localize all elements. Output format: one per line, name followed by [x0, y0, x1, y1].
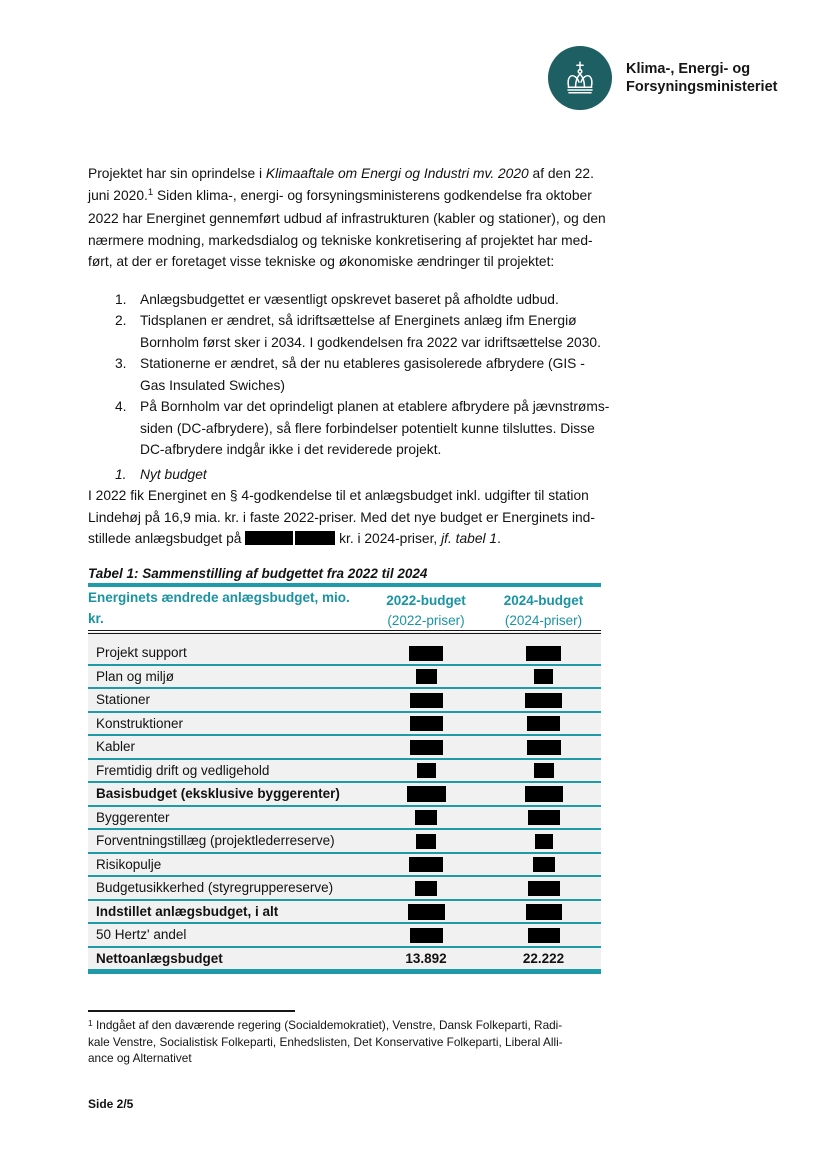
text-line [88, 485, 601, 507]
text-run: Gas Insulated Swiches) [140, 377, 285, 393]
list-item-number: 4. [115, 399, 127, 414]
list-item [88, 396, 610, 461]
cell-2022 [366, 642, 486, 665]
table-row [88, 735, 601, 759]
section-number: 1. [115, 466, 127, 482]
redaction-box [526, 646, 561, 661]
text-line [88, 1050, 601, 1066]
redaction-box [407, 786, 446, 802]
redaction-box [417, 763, 436, 778]
table-row [88, 665, 601, 689]
list-item-text [140, 289, 601, 311]
list-item [88, 310, 601, 353]
text-run: kale Venstre, Socialistisk Folkeparti, Enhedslisten, Det Konservative Folkeparti, Liberal Alli- [88, 1035, 563, 1050]
row-label: Fremtidig drift og vedligehold [88, 759, 366, 783]
row-label: Basisbudget (eksklusive byggerenter) [88, 782, 366, 806]
text-line [140, 310, 601, 332]
cell-2022 [366, 876, 486, 900]
ministry-logo [548, 46, 777, 110]
redaction-box [410, 693, 443, 708]
redaction-box [525, 786, 563, 802]
text-line [140, 375, 601, 397]
text-line [140, 396, 610, 418]
list-item-text [140, 310, 601, 353]
list-item [88, 353, 601, 396]
cell-2022 [366, 853, 486, 877]
section-title: Nyt budget [140, 466, 207, 482]
text-line [88, 1034, 601, 1050]
cell-2024 [486, 688, 601, 712]
text-line [140, 439, 601, 461]
text-run: af den 22. [528, 166, 594, 181]
changes-list [88, 289, 610, 461]
table-row [88, 712, 601, 736]
body-column [88, 163, 610, 1067]
table-title: Tabel 1: Sammenstilling af budgettet fra 2022 til 2024 [88, 565, 428, 581]
cell-2022 [366, 923, 486, 947]
cell-2022 [366, 665, 486, 689]
cell-2024 [486, 923, 601, 947]
table-header-label: Energinets ændrede anlægsbudget, mio. kr. [88, 585, 366, 632]
text-line [140, 418, 601, 440]
text-run: siden (DC-afbrydere), så flere forbindelser potentielt kunne tilsluttes. Disse [140, 420, 595, 436]
list-item-text [140, 396, 610, 461]
text-run: . [497, 531, 501, 546]
header-2022-priser: (2022-priser) [387, 612, 465, 628]
text-line [140, 353, 601, 375]
row-label: Risikopulje [88, 853, 366, 877]
row-label: Projekt support [88, 642, 366, 665]
table-row [88, 900, 601, 924]
table-row [88, 806, 601, 830]
row-label: Plan og miljø [88, 665, 366, 689]
text-line [88, 185, 601, 209]
redaction-box [535, 834, 553, 849]
text-line [88, 1017, 601, 1034]
row-label: Byggerenter [88, 806, 366, 830]
row-label: Stationer [88, 688, 366, 712]
table-header-row [88, 585, 601, 632]
text-line [140, 332, 601, 354]
redaction-box [527, 716, 560, 731]
text-run: Tidsplanen er ændret, så idriftsættelse af Energinets anlæg ifm Energiø [140, 313, 577, 328]
text-run: Indgået af den daværende regering (Socialdemokratiet), Venstre, Dansk Folkeparti, Radi- [92, 1018, 563, 1032]
footnote [88, 1010, 601, 1067]
text-run: Stationerne er ændret, så der nu etableres gasisolerede afbrydere (GIS - [140, 356, 585, 371]
cell-2024 [486, 759, 601, 783]
table-row [88, 829, 601, 853]
budget-table [88, 583, 601, 975]
footnote-rule [88, 1010, 295, 1012]
cell-2022 [366, 829, 486, 853]
row-label: Konstruktioner [88, 712, 366, 736]
cell-2024 [486, 782, 601, 806]
cell-2024: 22.222 [486, 947, 601, 972]
redaction-box [408, 904, 445, 920]
header-2024-budget: 2024-budget [503, 592, 584, 608]
text-run: ance og Alternativet [88, 1051, 192, 1066]
text-line [88, 163, 601, 185]
table-row [88, 853, 601, 877]
cell-2024 [486, 900, 601, 924]
table-row [88, 759, 601, 783]
text-run: Projektet har sin oprindelse i [88, 166, 266, 181]
redaction-box [528, 928, 560, 943]
text-run: 1 [88, 1017, 93, 1028]
table-row [88, 947, 601, 972]
cell-2022 [366, 688, 486, 712]
redaction-box [295, 531, 335, 545]
redaction-box [415, 810, 437, 825]
list-item-number: 3. [115, 356, 127, 371]
redaction-box [533, 857, 555, 872]
cell-2024 [486, 876, 601, 900]
text-line [140, 289, 601, 311]
budget-paragraph [88, 485, 601, 550]
list-item-number: 2. [115, 313, 127, 328]
redaction-box [409, 646, 443, 661]
text-run: Bornholm først sker i 2034. I godkendelsen fra 2022 var idriftsættelse 2030. [140, 334, 601, 350]
logo-circle [548, 46, 612, 110]
crown-icon [558, 56, 602, 100]
text-run: 1 [147, 187, 154, 198]
text-line [88, 208, 606, 230]
row-label: Budgetusikkerhed (styregruppereserve) [88, 876, 366, 900]
redaction-box [410, 716, 443, 731]
ministry-name-line2: Forsyningsministeriet [626, 79, 778, 95]
table-header-2024 [486, 585, 601, 632]
ministry-name-line1: Klima-, Energi- og [626, 60, 751, 77]
header-2024-priser: (2024-priser) [504, 612, 583, 628]
table-row [88, 782, 601, 806]
redaction-box [526, 904, 562, 920]
redaction-box [409, 857, 443, 872]
redaction-box [528, 881, 560, 896]
redaction-box [416, 834, 436, 849]
cell-2022: 13.892 [366, 947, 486, 972]
table-spacer-row [88, 632, 601, 642]
redaction-box [534, 669, 553, 684]
cell-2022 [366, 900, 486, 924]
cell-2024 [486, 735, 601, 759]
text-run: 2022 har Energinet gennemført udbud af infrastrukturen (kabler og stationer), og den [88, 211, 606, 226]
text-run: Siden klima-, energi- og forsyningsministerens godkendelse fra oktober [153, 187, 592, 203]
text-run: På Bornholm var det oprindeligt planen at etablere afbrydere på jævnstrøms- [140, 399, 610, 414]
cell-2024 [486, 853, 601, 877]
redaction-box [410, 740, 443, 755]
intro-paragraph [88, 163, 606, 273]
text-run: nærmere modning, markedsdialog og tekniske konkretisering af projektet har med- [88, 232, 593, 248]
text-line [88, 230, 601, 252]
text-run: jf. tabel 1 [441, 531, 498, 546]
footnote-text [88, 1017, 601, 1067]
text-line [88, 251, 601, 273]
row-label: 50 Hertz' andel [88, 923, 366, 947]
page-number: Side 2/5 [88, 1097, 134, 1111]
table-row [88, 642, 601, 665]
redaction-box [416, 669, 437, 684]
text-run: I 2022 fik Energinet en § 4-godkendelse til et anlægsbudget inkl. udgifter til station [88, 488, 589, 503]
text-run: Anlægsbudgettet er væsentligt opskrevet baseret på afholdte udbud. [140, 291, 559, 307]
text-line [88, 528, 601, 550]
budget-table-block [88, 566, 601, 975]
row-label: Kabler [88, 735, 366, 759]
section-heading [88, 464, 601, 486]
text-run: juni 2020. [88, 187, 148, 203]
text-run: Klimaaftale om Energi og Industri mv. 2020 [265, 166, 529, 181]
table-body [88, 632, 601, 972]
redaction-box [527, 740, 561, 755]
redaction-box [525, 693, 562, 708]
cell-2022 [366, 806, 486, 830]
table-row [88, 688, 601, 712]
row-label: Indstillet anlægsbudget, i alt [88, 900, 366, 924]
cell-2024 [486, 712, 601, 736]
cell-2024 [486, 642, 601, 665]
text-line [88, 507, 601, 529]
text-run: kr. i 2024-priser, [335, 531, 442, 546]
text-run: stillede anlægsbudget på [88, 531, 246, 546]
list-item-number: 1. [115, 291, 127, 307]
cell-2024 [486, 806, 601, 830]
cell-2024 [486, 665, 601, 689]
list-item-text [140, 353, 601, 396]
cell-2022 [366, 735, 486, 759]
cell-2022 [366, 782, 486, 806]
redaction-box [410, 928, 443, 943]
table-row [88, 923, 601, 947]
redaction-box [245, 531, 293, 545]
redaction-box [534, 763, 554, 778]
row-label: Nettoanlægsbudget [88, 947, 366, 972]
cell-2024 [486, 829, 601, 853]
header-2022-budget: 2022-budget [386, 592, 466, 608]
row-label: Forventningstillæg (projektlederreserve) [88, 829, 366, 853]
table-row [88, 876, 601, 900]
redaction-box [415, 881, 437, 896]
text-run: ført, at der er foretaget visse tekniske og økonomiske ændringer til projektet: [88, 254, 555, 269]
list-item [88, 289, 601, 311]
cell-2022 [366, 712, 486, 736]
text-run: Lindehøj på 16,9 mia. kr. i faste 2022-priser. Med det nye budget er Energinets ind- [88, 509, 595, 525]
table-header-2022 [366, 585, 486, 632]
cell-2022 [366, 759, 486, 783]
text-run: DC-afbrydere indgår ikke i det reviderede projekt. [140, 442, 442, 457]
ministry-name [626, 60, 777, 97]
redaction-box [528, 810, 560, 825]
